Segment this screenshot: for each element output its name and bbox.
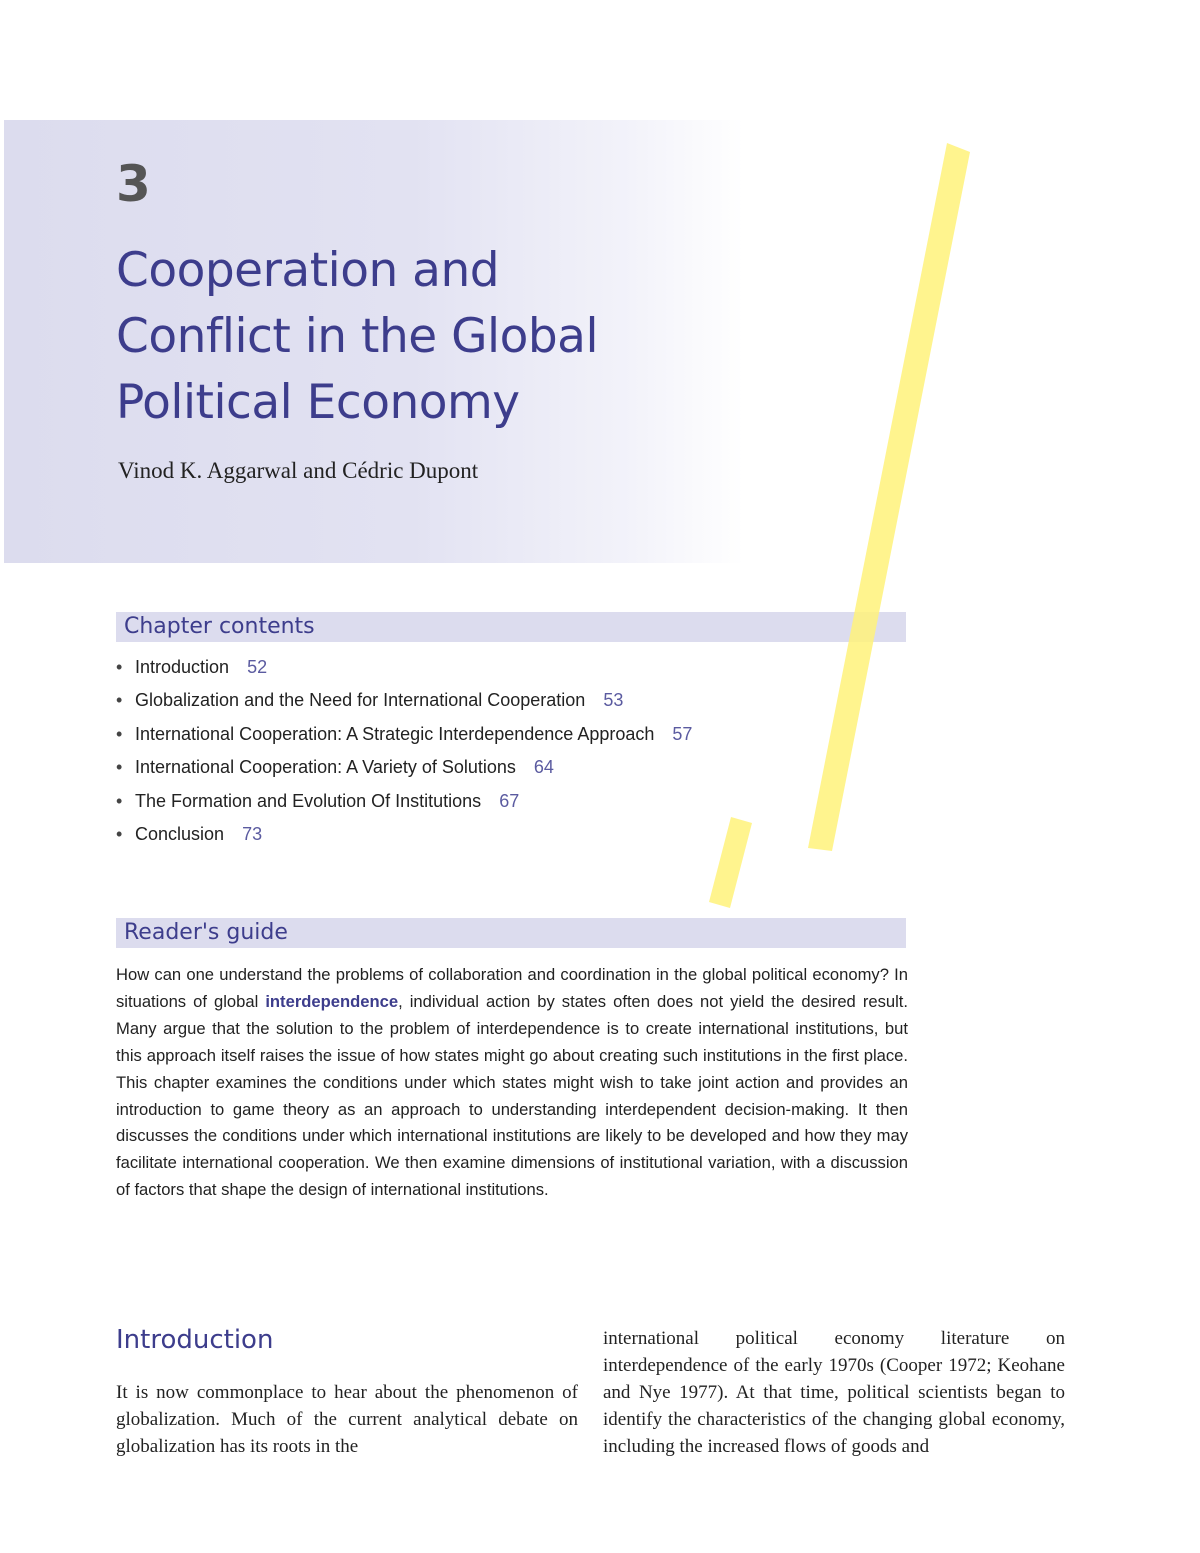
bullet-icon: • <box>116 790 123 811</box>
bullet-icon: • <box>116 823 123 844</box>
contents-item-label: International Cooperation: A Strategic Interdependence Approach <box>135 723 655 744</box>
introduction-left-column: It is now commonplace to hear about the phenomenon of globalization. Much of the current analytical debate on globalization has its roots in the <box>116 1382 578 1457</box>
chapter-contents-list <box>116 652 692 852</box>
highlighter-stroke-short <box>709 817 752 908</box>
readers-guide-text <box>116 962 908 1204</box>
chapter-title-line: Political Economy <box>116 375 520 430</box>
contents-item[interactable] <box>116 719 692 752</box>
contents-item[interactable] <box>116 819 692 852</box>
guide-text-part: How can one understand the problems of collaboration and coordination in the global political economy? In situations of global <box>116 965 908 1011</box>
readers-guide-bar <box>116 918 906 948</box>
glossary-term-link[interactable]: interdependence <box>265 991 399 1011</box>
contents-item-page: 52 <box>247 657 268 677</box>
contents-item-label: The Formation and Evolution Of Institutions <box>135 790 482 811</box>
guide-text-part: , individual action by states often does not yield the desired result. Many argue that the solution to the problem of interdependence is to create international institutions, but this approach itself raises the issue of how states might go about creating such institutions in the first place. This chapter examines the conditions under which states might wish to take joint action and provides an introduction to game theory as an approach to understanding interdependent decision-making. It then discusses the conditions under which international institutions are likely to be developed and how they may facilitate international cooperation. We then examine dimensions of institutional variation, with a discussion of factors that shape the design of international institutions. <box>116 991 909 1200</box>
contents-item-label: Globalization and the Need for International Cooperation <box>135 690 586 711</box>
contents-item-label: Introduction <box>135 657 230 677</box>
chapter-title-line: Cooperation and <box>116 243 500 298</box>
chapter-title <box>116 238 716 436</box>
contents-item[interactable] <box>116 685 692 718</box>
introduction-heading: Introduction <box>116 1325 274 1355</box>
highlighter-stroke-long <box>808 143 970 851</box>
contents-item-label: International Cooperation: A Variety of Solutions <box>135 757 516 778</box>
bullet-icon: • <box>116 757 123 778</box>
chapter-number: 3 <box>116 155 151 213</box>
bullet-icon: • <box>116 690 123 711</box>
chapter-contents-heading: Chapter contents <box>124 614 315 639</box>
contents-item[interactable] <box>116 786 692 819</box>
chapter-authors: Vinod K. Aggarwal and Cédric Dupont <box>118 458 479 483</box>
bullet-icon: • <box>116 723 123 744</box>
contents-item-page: 57 <box>672 723 693 744</box>
contents-item-page: 67 <box>499 790 520 811</box>
bullet-icon: • <box>116 657 123 677</box>
contents-item[interactable] <box>116 752 692 785</box>
readers-guide-heading: Reader's guide <box>124 920 288 945</box>
chapter-title-line: Conflict in the Global <box>116 309 599 364</box>
contents-item-page: 53 <box>603 690 624 711</box>
introduction-right-column: international political economy literature on interdependence of the early 1970s (Cooper 1972; Keohane and Nye 1977). At that time, political scientists began to identify the characteristics of the changing global economy, including the increased flows of goods and <box>603 1328 1065 1457</box>
contents-item[interactable] <box>116 652 692 685</box>
contents-item-label: Conclusion <box>135 823 225 844</box>
contents-item-page: 64 <box>533 757 554 778</box>
chapter-contents-bar <box>116 612 906 642</box>
contents-item-page: 73 <box>242 823 263 844</box>
